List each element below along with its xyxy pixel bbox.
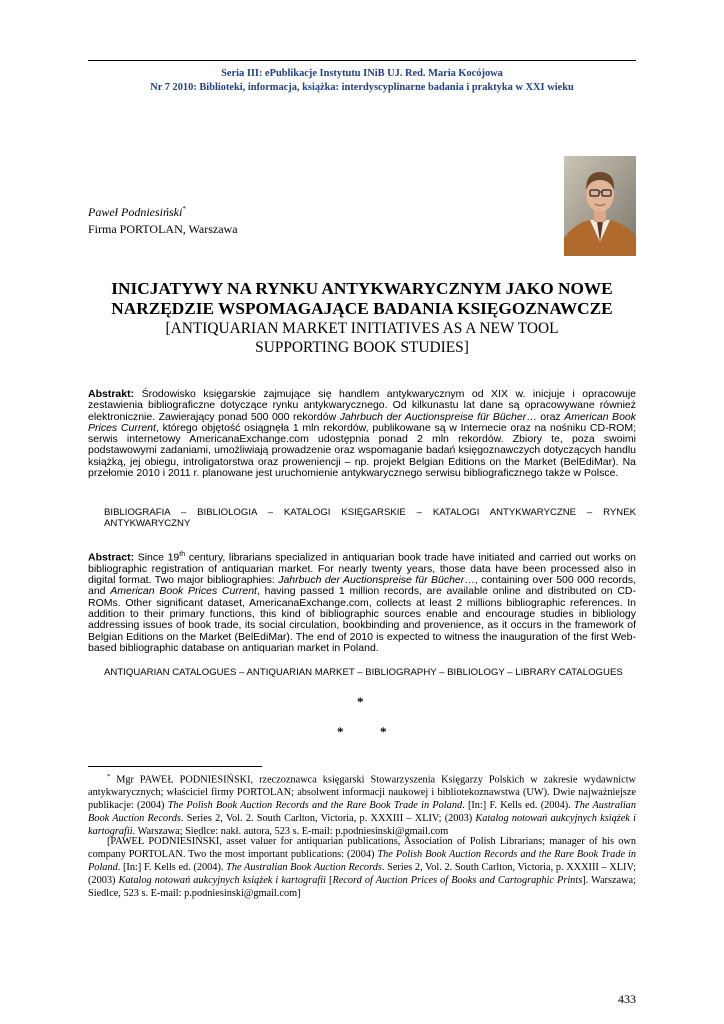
separator-star-top: * (357, 694, 364, 709)
series-header-line-2: Nr 7 2010: Biblioteki, informacja, książka: interdyscyplinarne badania i praktyka w XXI wieku (150, 82, 574, 93)
author-footnote-mark: * (182, 205, 186, 213)
author-affiliation: Firma PORTOLAN, Warszawa (88, 222, 238, 236)
title-english-line-1: [ANTIQUARIAN MARKET INITIATIVES AS A NEW TOOL (165, 320, 559, 337)
abstract-english: Abstract: Since 19th century, librarians specialized in antiquarian book trade have initiated and carried out works on bibliographic registration of antiquarian market. For nearly twenty years, those data have been processed also in digital format. Two major bibliographies: Jahrbuch der Auctionspreise für Bücher…, containing over 500 000 records, and American Book Prices Current, having passed 1 million records, are available online and distributed on CD-ROMs. Other significant dataset, AmericanaExchange.com, collects at least 2 millions bibliographic references. In addition to their primary functions, this kind of bibliographic sources enable and encourage studies in bibliology addressing issues of book trade, its social circulation, bookbinding and provenience, as it occurs in the framework of Belgian Editions on the Market (BelEdiMar). The end of 2010 is expected to witness the inauguration of the first Web-based bibliographic database on antiquarian market in Poland. (88, 551, 637, 654)
keywords-english: ANTIQUARIAN CATALOGUES – ANTIQUARIAN MARKET – BIBLIOGRAPHY – BIBLIOLOGY – LIBRARY CATALOGUES (104, 667, 623, 678)
series-header-line-1: Seria III: ePublikacje Instytutu INiB UJ. Red. Maria Kocójowa (221, 68, 503, 79)
page-number: 433 (618, 992, 636, 1006)
author-name: Paweł Podniesiński* (88, 205, 186, 219)
footnote-english: [PAWEŁ PODNIESIŃSKI, asset valuer for antiquarian publications, Association of Polish Librarians; manager of his own company PORTOLAN. Two the most important publications: (2004) The Polish Book Auction Records and the Rare Book Trade in Poland. [In:] F. Kells ed. (2004). The Australian Book Auction Records. Series 2, Vol. 2. South Carlton, Victoria, p. XXXIII – XLIV; (2003) Katalog notowań aukcyjnych książek i kartografii [Record of Auction Prices of Books and Cartographic Prints]. Warszawa; Siedlce, 523 s. E-mail: p.podniesinski@gmail.com] (88, 836, 637, 899)
keywords-polish: BIBLIOGRAFIA – BIBLIOLOGIA – KATALOGI KSIĘGARSKIE – KATALOGI ANTYKWARYCZNE – RYNEK ANTYKWARYCZNY (104, 507, 636, 530)
title-english-line-2: SUPPORTING BOOK STUDIES] (255, 339, 469, 356)
separator-star-left: * (337, 724, 344, 739)
footnote-rule (88, 766, 262, 767)
footnote-polish: * Mgr PAWEŁ PODNIESIŃSKI, rzeczoznawca księgarski Stowarzyszenia Księgarzy Polskich w zakresie wydawnictw antykwarycznych; właściciel firmy PORTOLAN; absolwent informacji naukowej i bibliotekoznawstwa (UW). Dwie najważniejsze publikacje: (2004) The Polish Book Auction Records and the Rare Book Trade in Poland. [In:] F. Kells ed. (2004). The Australian Book Auction Records. Series 2, Vol. 2. South Carlton, Victoria, p. XXXIII – XLIV; (2003) Katalog notowań aukcyjnych książek i kartografii. Warszawa; Siedlce: nakł. autora, 523 s. E-mail: p.podniesinski@gmail.com (88, 773, 636, 838)
abstract-polish: Abstrakt: Środowisko księgarskie zajmujące się handlem antykwarycznym od XIX w. inicjuje i opracowuje zestawienia bibliograficzne dotyczące rynku antykwarycznego. Od kilkunastu lat dane są opracowywane również elektronicznie. Zawierający ponad 500 000 rekordów Jahrbuch der Auctionspreise für Bücher… oraz American Book Prices Current, którego objętość osiągnęła 1 mln rekordów, publikowane są w Internecie oraz na nośniku CD-ROM; serwis internetowy AmericanaExchange.com udostępnia ponad 2 mln rekordów. Zbiory te, poza swoimi podstawowymi zadaniami, umożliwiają prowadzenie oraz wspomaganie badań księgoznawczych dotyczących handlu książką, jej obiegu, introligatorstwa oraz proweniencji – np. projekt Belgian Editions on the Market (BelEdiMar). Na przełomie 2010 i 2011 r. planowane jest uruchomienie antykwarycznego serwisu bibliograficznego także w Polsce. (88, 388, 636, 480)
title-polish-line-1: INICJATYWY NA RYNKU ANTYKWARYCZNYM JAKO NOWE (111, 279, 613, 298)
separator-star-right: * (380, 724, 387, 739)
header-rule (88, 60, 636, 61)
author-photo (564, 156, 636, 256)
title-polish-line-2: NARZĘDZIE WSPOMAGAJĄCE BADANIA KSIĘGOZNAWCZE (111, 299, 613, 318)
